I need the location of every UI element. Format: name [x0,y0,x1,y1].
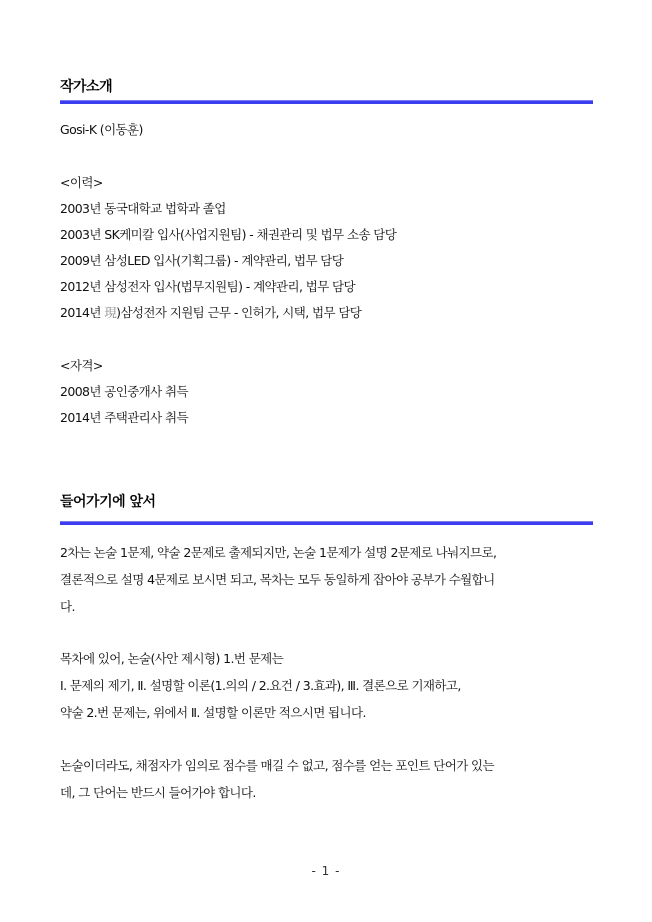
career-item: 2009년 삼성LED 입사(기획그룹) - 계약관리, 법무 담당 [60,253,344,268]
career-label: <이력> [60,175,103,190]
paragraph-line: 논술이더라도, 채점자가 임의로 점수를 매길 수 없고, 점수를 얻는 포인트 단어가 있는 [60,758,495,773]
license-item: 2008년 공인중개사 취득 [60,384,188,399]
career-year: 2014년 [60,305,105,320]
license-item: 2014년 주택관리사 취득 [60,410,188,425]
career-item: 2012년 삼성전자 입사(법무지원팀) - 계약관리, 법무 담당 [60,279,355,294]
career-item: 2003년 동국대학교 법학과 졸업 [60,201,226,216]
paragraph-line: 약술 2.번 문제는, 위에서 Ⅱ. 설명할 이론만 적으시면 됩니다. [60,705,366,720]
section-heading-intro: 들어가기에 앞서 [60,494,156,510]
heading-rule [60,100,593,104]
page-number: - 1 - [311,864,341,878]
career-item: 2003년 SK케미칼 입사(사업지원팀) - 채권관리 및 법무 소송 담당 [60,227,397,242]
license-label: <자격> [60,358,103,373]
author-name: Gosi-K (이동훈) [60,122,143,137]
paragraph-line: 결론적으로 설명 4문제로 보시면 되고, 목차는 모두 동일하게 잡아야 공부가 수월합니 [60,572,495,587]
paragraph-line: 데, 그 단어는 반드시 들어가야 합니다. [60,785,256,800]
paragraph-line: 다. [60,599,75,614]
paragraph-line: 목차에 있어, 논술(사안 제시형) 1.번 문제는 [60,651,284,666]
career-item [60,305,361,321]
paragraph-line: Ⅰ. 문제의 제기, Ⅱ. 설명할 이론(1.의의 / 2.요건 / 3.효과), Ⅲ. 결론으로 기재하고, [60,678,461,693]
current-marker: 現 [104,305,117,320]
career-desc: )삼성전자 지원팀 근무 - 인허가, 시택, 법무 담당 [116,305,362,320]
paragraph-line: 2차는 논술 1문제, 약술 2문제로 출제되지만, 논술 1문제가 설명 2문제로 나눠지므로, [60,545,497,560]
section-heading-author: 작가소개 [60,79,113,95]
heading-rule [60,521,593,525]
